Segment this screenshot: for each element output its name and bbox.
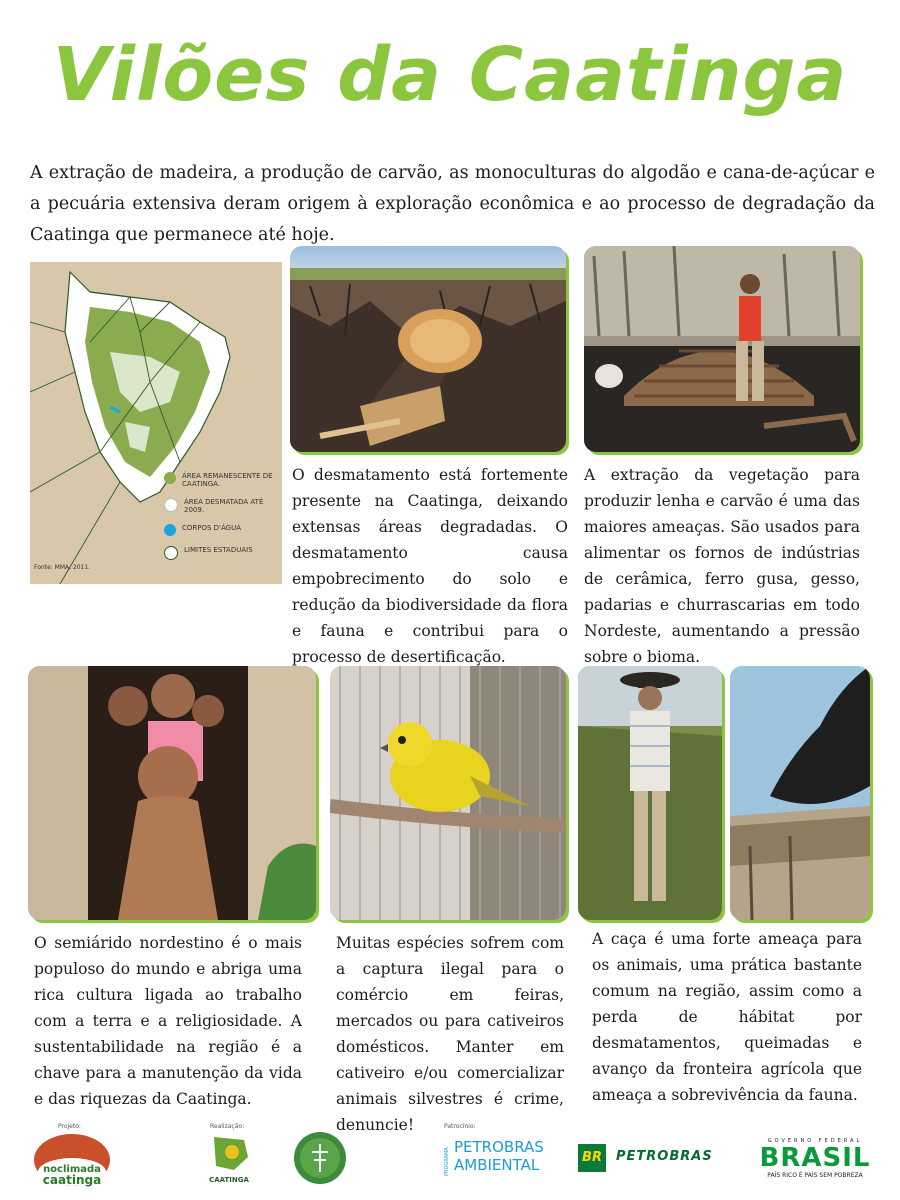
species-text: Muitas espécies sofrem com a captura ilegal para o comércio em feiras, mercados ou para cativeiros domésticos. Manter em cativeiro e/ou comercializar animais silvestres é crime, denuncie! [336,934,564,1134]
children-image [28,666,316,920]
hunting-text: A caça é uma forte ameaça para os animais, uma prática bastante comum na região, assim como a perda de hábitat por desmatamentos, queimadas e avanço da fronteira agrícola que ameaça a sobrevivência da fauna. [592,930,862,1104]
charcoal-image [584,246,860,452]
photo-bird [330,666,566,920]
water-body-swatch-icon [164,524,176,536]
map-source: Fonte: MMA, 2011. [34,564,91,571]
deforestation-text: O desmatamento está fortemente presente na Caatinga, deixando extensas áreas degradadas. O desmatamento causa empobrecimento do solo e redução da biodiversidade da flora e fauna e contribui para o processo de desertificação. [292,466,568,666]
page-title: Vilões da Caatinga [52,32,848,118]
gov-top-text: GOVERNO FEDERAL [767,1138,863,1144]
hunter-image [578,666,722,920]
petrobras-ambiental-bottom: AMBIENTAL [454,1156,540,1174]
photo-hunter [578,666,722,920]
bird-image [330,666,566,920]
map-legend [164,472,280,560]
state-border-swatch-icon [164,546,178,560]
remaining-area-swatch-icon [164,472,176,484]
semiarid-text: O semiárido nordestino é o mais populoso do mundo e abriga uma rica cultura ligada ao trabalho com a terra e a religiosidade. A sustentabilidade na região é a chave para a manutenção da vida e das riquezas da Caatinga. [34,934,302,1108]
legend-remaining: ÁREA REMANESCENTE DE CAATINGA. [164,472,280,488]
legend-deforested: ÁREA DESMATADA ATÉ 2009. [164,498,280,514]
petrobras-logo [578,1144,728,1172]
realization-logo-text: CAATINGA [209,1176,249,1184]
photo-children [28,666,316,920]
sponsor-label: Patrocínio: [444,1123,476,1130]
brasil-wordmark: BRASIL [759,1143,871,1173]
charcoal-text: A extração da vegetação para produzir lenha e carvão é uma das maiores ameaças. São usados para alimentar os fornos de indústrias de cerâmica, ferro gusa, gesso, padarias e churrascarias em todo Nordeste, aumentando a pressão sobre o bioma. [584,466,860,666]
legend-water: CORPOS D'ÁGUA [164,524,280,536]
project-logo-text-top: noclimada [43,1164,101,1175]
intro-paragraph: A extração de madeira, a produção de carvão, as monoculturas do algodão e cana-de-açúcar e a pecuária extensiva deram origem à exploração econômica e ao processo de degradação da Caatinga que permanece até hoje. [30,163,875,245]
project-logo [30,1132,114,1194]
petrobras-ambiental-top: PETROBRAS [454,1138,544,1156]
realization-logo-icon [204,1132,254,1172]
photo-smoke [730,666,870,920]
project-label: Projeto: [58,1123,81,1130]
gov-slogan: PAÍS RICO É PAÍS SEM POBREZA [767,1172,863,1179]
photo-charcoal [584,246,860,452]
petrobras-ambiental-program: PROGRAMA [444,1147,450,1176]
photo-deforestation [290,246,566,452]
smoke-image [730,666,870,920]
project-logo-text-bottom: caatinga [42,1173,102,1187]
reserve-seal-icon [292,1130,348,1186]
reserve-logo [292,1130,348,1186]
legend-borders: LIMITES ESTADUAIS [164,546,280,560]
deforested-area-swatch-icon [164,498,178,512]
br-mark: BR [578,1144,606,1172]
deforestation-image [290,246,566,452]
petrobras-wordmark: PETROBRAS [616,1149,713,1164]
brasil-logo [750,1138,880,1182]
realization-label: Realização: [210,1123,245,1130]
caatinga-map [30,262,282,584]
realization-logo [204,1132,254,1182]
petrobras-ambiental-logo [444,1138,550,1178]
